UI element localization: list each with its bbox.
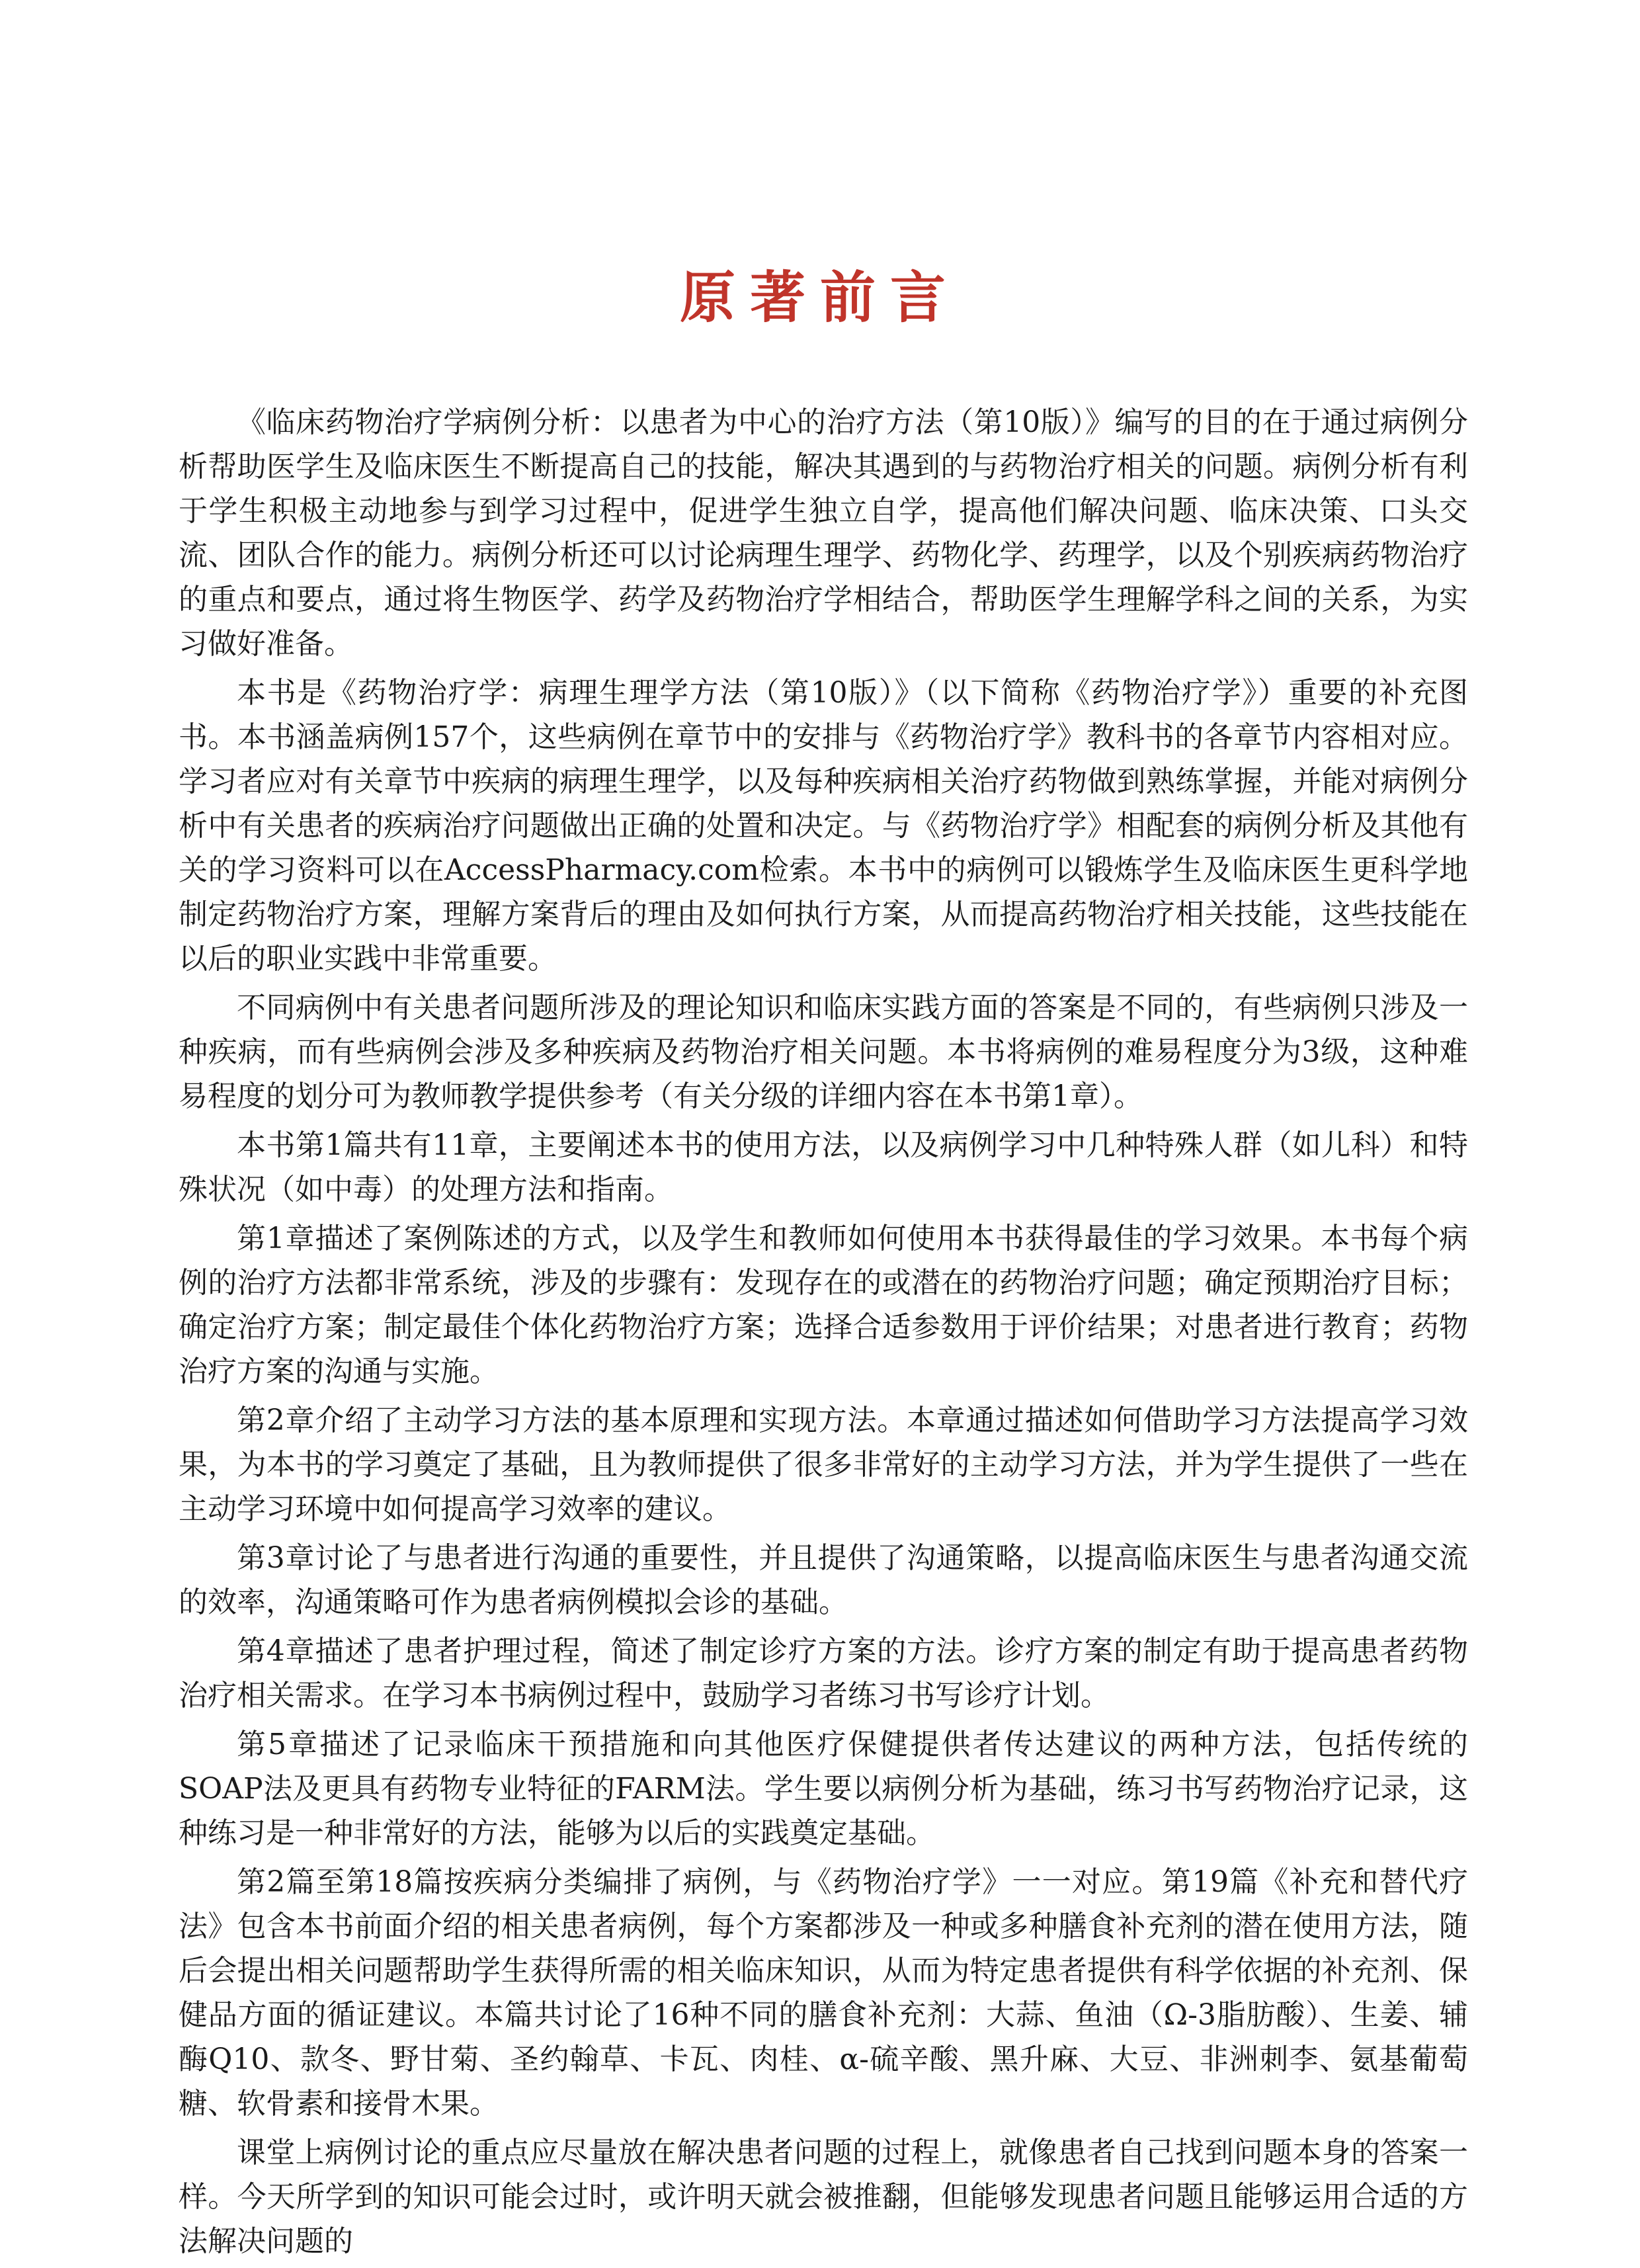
- preface-body: [179, 400, 1468, 2268]
- paragraph: 课堂上病例讨论的重点应尽量放在解决患者问题的过程上，就像患者自己找到问题本身的答案一样。今天所学到的知识可能会过时，或许明天就会被推翻，但能够发现患者问题且能够运用合适的方法解决问题的: [179, 2136, 1468, 2258]
- paragraph: 第3章讨论了与患者进行沟通的重要性，并且提供了沟通策略，以提高临床医生与患者沟通交流的效率，沟通策略可作为患者病例模拟会诊的基础。: [179, 1541, 1468, 1619]
- paragraph: 第2章介绍了主动学习方法的基本原理和实现方法。本章通过描述如何借助学习方法提高学习效果，为本书的学习奠定了基础，且为教师提供了很多非常好的主动学习方法，并为学生提供了一些在主动学习环境中如何提高学习效率的建议。: [179, 1404, 1468, 1526]
- paragraph: 不同病例中有关患者问题所涉及的理论知识和临床实践方面的答案是不同的，有些病例只涉及一种疾病，而有些病例会涉及多种疾病及药物治疗相关问题。本书将病例的难易程度分为3级，这种难易程度的划分可为教师教学提供参考（有关分级的详细内容在本书第1章）。: [179, 991, 1468, 1113]
- paragraph: 《临床药物治疗学病例分析：以患者为中心的治疗方法（第10版）》编写的目的在于通过病例分析帮助医学生及临床医生不断提高自己的技能，解决其遇到的与药物治疗相关的问题。病例分析有利于学生积极主动地参与到学习过程中，促进学生独立自学，提高他们解决问题、临床决策、口头交流、团队合作的能力。病例分析还可以讨论病理生理学、药物化学、药理学，以及个别疾病药物治疗的重点和要点，通过将生物医学、药学及药物治疗学相结合，帮助医学生理解学科之间的关系，为实习做好准备。: [179, 405, 1468, 661]
- paragraph: 第2篇至第18篇按疾病分类编排了病例，与《药物治疗学》一一对应。第19篇《补充和替代疗法》包含本书前面介绍的相关患者病例，每个方案都涉及一种或多种膳食补充剂的潜在使用方法，随后会提出相关问题帮助学生获得所需的相关临床知识，从而为特定患者提供有科学依据的补充剂、保健品方面的循证建议。本篇共讨论了16种不同的膳食补充剂：大蒜、鱼油（Ω-3脂肪酸）、生姜、辅酶Q10、款冬、野甘菊、圣约翰草、卡瓦、肉桂、α-硫辛酸、黑升麻、大豆、非洲刺李、氨基葡萄糖、软骨素和接骨木果。: [179, 1865, 1468, 2121]
- paragraph: 本书第1篇共有11章，主要阐述本书的使用方法，以及病例学习中几种特殊人群（如儿科）和特殊状况（如中毒）的处理方法和指南。: [179, 1128, 1468, 1206]
- paragraph: 第4章描述了患者护理过程，简述了制定诊疗方案的方法。诊疗方案的制定有助于提高患者药物治疗相关需求。在学习本书病例过程中，鼓励学习者练习书写诊疗计划。: [179, 1634, 1468, 1712]
- paragraph: 第1章描述了案例陈述的方式，以及学生和教师如何使用本书获得最佳的学习效果。本书每个病例的治疗方法都非常系统，涉及的步骤有：发现存在的或潜在的药物治疗问题；确定预期治疗目标；确定治疗方案；制定最佳个体化药物治疗方案；选择合适参数用于评价结果；对患者进行教育；药物治疗方案的沟通与实施。: [179, 1222, 1468, 1388]
- paragraph: 第5章描述了记录临床干预措施和向其他医疗保健提供者传达建议的两种方法，包括传统的SOAP法及更具有药物专业特征的FARM法。学生要以病例分析为基础，练习书写药物治疗记录，这种练习是一种非常好的方法，能够为以后的实践奠定基础。: [179, 1728, 1468, 1850]
- paragraph: 本书是《药物治疗学：病理生理学方法（第10版）》（以下简称《药物治疗学》）重要的补充图书。本书涵盖病例157个，这些病例在章节中的安排与《药物治疗学》教科书的各章节内容相对应。学习者应对有关章节中疾病的病理生理学，以及每种疾病相关治疗药物做到熟练掌握，并能对病例分析中有关患者的疾病治疗问题做出正确的处置和决定。与《药物治疗学》相配套的病例分析及其他有关的学习资料可以在AccessPharmacy.com检索。本书中的病例可以锻炼学生及临床医生更科学地制定药物治疗方案，理解方案背后的理由及如何执行方案，从而提高药物治疗相关技能，这些技能在以后的职业实践中非常重要。: [179, 676, 1468, 976]
- page-title: 原著前言: [679, 265, 960, 330]
